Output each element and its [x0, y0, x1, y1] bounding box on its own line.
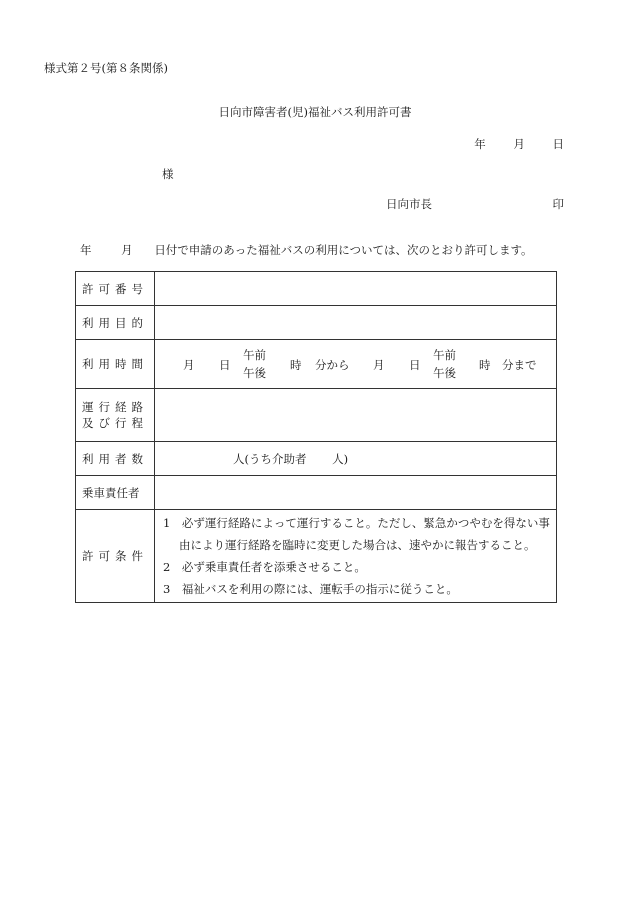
intro-text: 日付で申請のあった福祉バスの利用については、次のとおり許可します。 [154, 243, 533, 257]
issuer-name: 日向市長 [386, 197, 432, 211]
time-label: 利用時間 [76, 340, 155, 389]
conditions-label: 許可条件 [76, 510, 155, 603]
date-year: 年 [474, 137, 486, 151]
responsible-label: 乗車責任者 [76, 476, 155, 510]
condition-3: 3 福祉バスを利用の際には、運転手の指示に従うこと。 [163, 582, 458, 596]
route-field[interactable] [155, 389, 557, 442]
end-am: 午前 [433, 348, 456, 362]
condition-2: 2 必ず乗車責任者を添乗させること。 [163, 560, 366, 574]
date-day: 日 [552, 137, 564, 151]
permit-table [75, 271, 557, 603]
route-label [76, 389, 155, 442]
issue-date [474, 136, 564, 152]
intro-year: 年 [80, 243, 92, 257]
purpose-field[interactable] [155, 306, 557, 340]
responsible-field[interactable] [155, 476, 557, 510]
start-pm: 午後 [243, 366, 266, 380]
intro-statement [80, 242, 533, 258]
intro-month: 月 [121, 243, 133, 257]
document-title: 日向市障害者(児)福祉バス利用許可書 [218, 105, 412, 119]
start-am: 午前 [243, 348, 266, 362]
end-hour: 時 [479, 358, 491, 372]
date-month: 月 [513, 137, 525, 151]
seal-mark: 印 [552, 197, 564, 211]
condition-1: 1 必ず運行経路によって運行すること。ただし、緊急かつやむを得ない事 [163, 516, 550, 530]
users-persons: 人(うち介助者 [233, 451, 307, 466]
permit-number-label: 許可番号 [76, 272, 155, 306]
users-persons-end: 人) [332, 451, 349, 466]
time-field[interactable] [155, 340, 557, 389]
end-day: 日 [409, 358, 421, 372]
route-label-line2: 及び行程 [82, 416, 148, 430]
start-month: 月 [183, 358, 195, 372]
route-label-line1: 運行経路 [82, 400, 148, 414]
end-minute: 分まで [502, 358, 537, 372]
end-month: 月 [373, 358, 385, 372]
users-label: 利用者数 [76, 442, 155, 476]
end-pm: 午後 [433, 366, 456, 380]
permit-number-field[interactable] [155, 272, 557, 306]
start-minute: 分から [315, 358, 350, 372]
condition-1-cont: 由により運行経路を臨時に変更した場合は、速やかに報告すること。 [179, 538, 536, 552]
addressee-suffix: 様 [162, 167, 174, 181]
conditions-field [155, 510, 557, 603]
form-number: 様式第２号(第８条関係) [44, 61, 168, 75]
start-hour: 時 [290, 358, 302, 372]
purpose-label: 利用目的 [76, 306, 155, 340]
users-field[interactable] [155, 442, 557, 476]
start-day: 日 [219, 358, 231, 372]
